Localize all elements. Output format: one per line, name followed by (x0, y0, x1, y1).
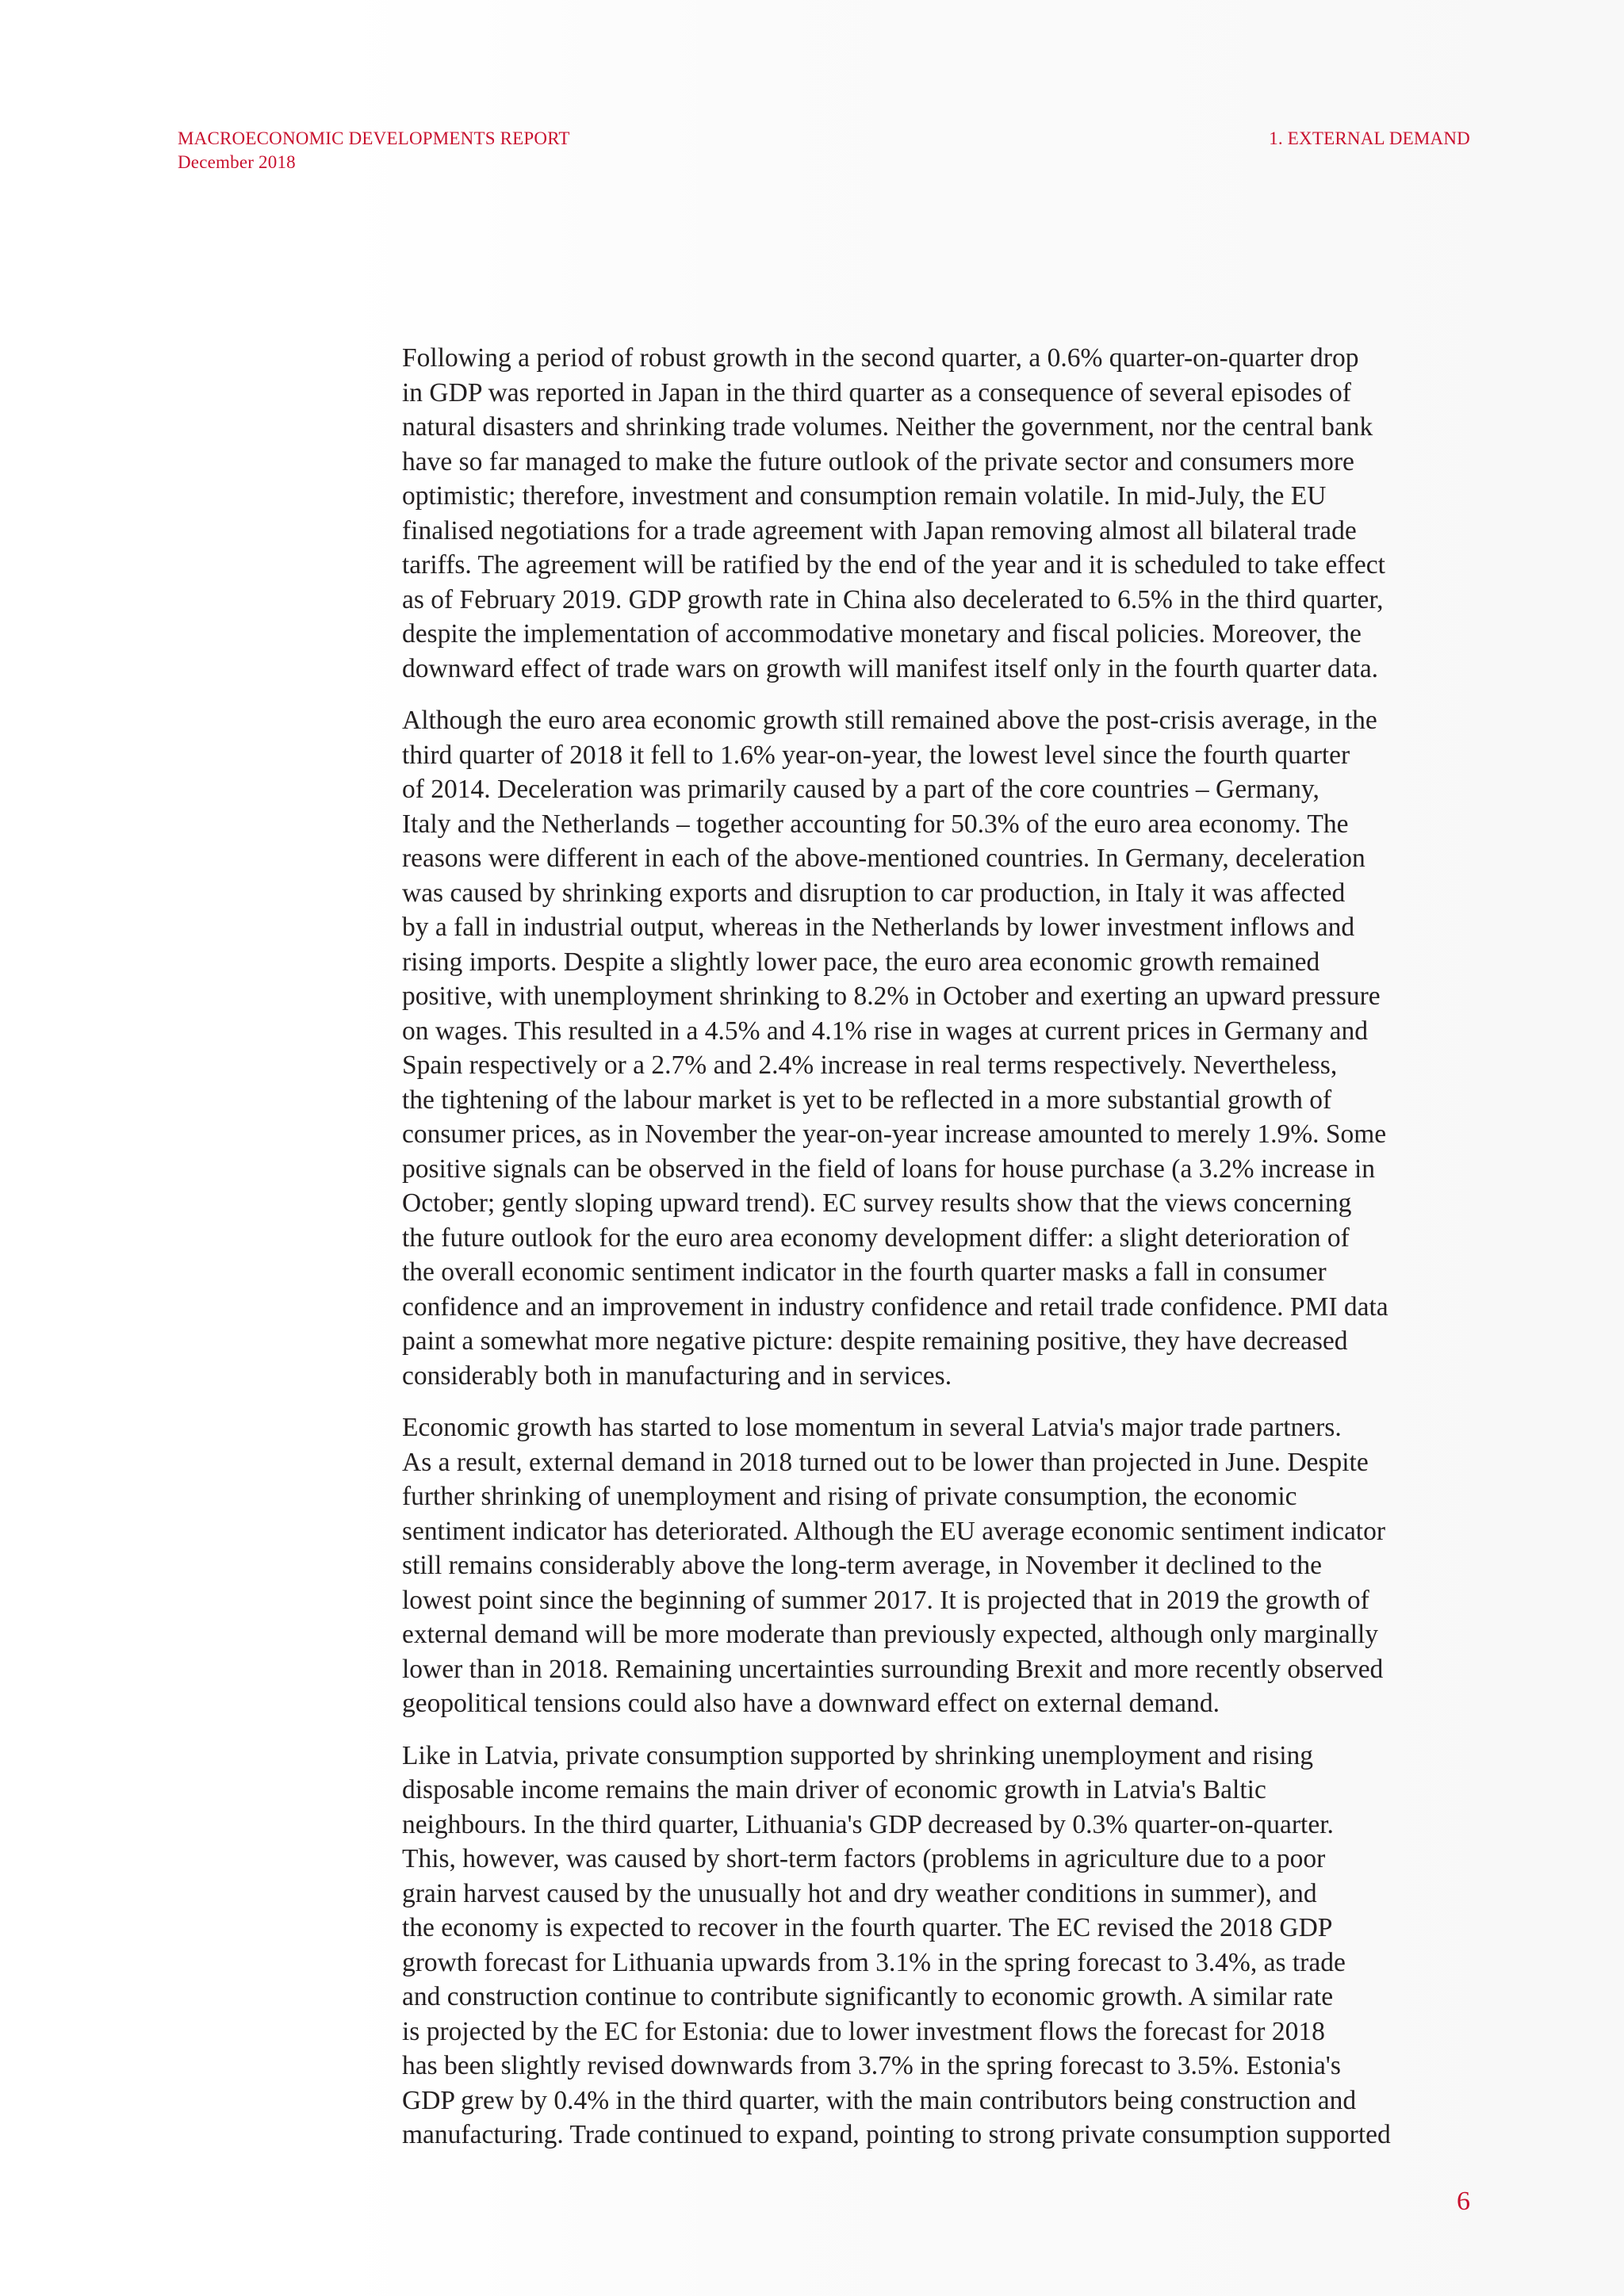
text-line: external demand will be more moderate than previously expected, although only marginally (402, 1620, 1379, 1649)
paragraph-euro-area (402, 703, 1480, 1393)
text-line: Spain respectively or a 2.7% and 2.4% increase in real terms respectively. Nevertheless, (402, 1050, 1338, 1080)
text-line: has been slightly revised downwards from 3.7% in the spring forecast to 3.5%. Estonia's (402, 2051, 1341, 2080)
report-header (178, 127, 570, 174)
text-line: and construction continue to contribute significantly to economic growth. A similar rate (402, 1982, 1334, 2011)
report-date: December 2018 (178, 152, 296, 172)
text-line: is projected by the EC for Estonia: due to lower investment flows the forecast for 2018 (402, 2016, 1325, 2046)
text-line: GDP grew by 0.4% in the third quarter, with the main contributors being construction and (402, 2085, 1357, 2115)
text-line: was caused by shrinking exports and disruption to car production, in Italy it was affected (402, 878, 1346, 908)
text-line: Following a period of robust growth in the second quarter, a 0.6% quarter-on-quarter drop (402, 343, 1359, 373)
text-line: lower than in 2018. Remaining uncertainties surrounding Brexit and more recently observed (402, 1654, 1384, 1684)
text-line: by a fall in industrial output, whereas in the Netherlands by lower investment inflows and (402, 913, 1355, 942)
report-title: MACROECONOMIC DEVELOPMENTS REPORT (178, 128, 570, 148)
text-line: positive, with unemployment shrinking to 8.2% in October and exerting an upward pressure (402, 982, 1381, 1011)
text-line: the tightening of the labour market is yet to be reflected in a more substantial growth of (402, 1085, 1332, 1115)
text-line: still remains considerably above the long-term average, in November it declined to the (402, 1551, 1323, 1580)
text-line: Like in Latvia, private consumption supported by shrinking unemployment and rising (402, 1740, 1314, 1770)
text-line: natural disasters and shrinking trade volumes. Neither the government, nor the central bank (402, 412, 1373, 442)
text-line: positive signals can be observed in the field of loans for house purchase (a 3.2% increase in (402, 1154, 1376, 1184)
text-line: confidence and an improvement in industry confidence and retail trade confidence. PMI data (402, 1292, 1388, 1322)
text-line: finalised negotiations for a trade agreement with Japan removing almost all bilateral trade (402, 515, 1357, 545)
text-line: have so far managed to make the future outlook of the private sector and consumers more (402, 446, 1354, 476)
text-line: the economy is expected to recover in the fourth quarter. The EC revised the 2018 GDP (402, 1913, 1333, 1942)
text-line: the future outlook for the euro area economy development differ: a slight deterioration of (402, 1223, 1350, 1253)
text-line: tariffs. The agreement will be ratified by the end of the year and it is scheduled to take effect (402, 550, 1385, 580)
text-line: reasons were different in each of the above-mentioned countries. In Germany, deceleration (402, 844, 1365, 873)
text-line: on wages. This resulted in a 4.5% and 4.1% rise in wages at current prices in Germany and (402, 1016, 1369, 1046)
text-line: geopolitical tensions could also have a downward effect on external demand. (402, 1689, 1220, 1718)
text-line: This, however, was caused by short-term factors (problems in agriculture due to a poor (402, 1844, 1326, 1873)
text-line: October; gently sloping upward trend). EC survey results show that the views concerning (402, 1188, 1352, 1218)
text-line: optimistic; therefore, investment and consumption remain volatile. In mid-July, the EU (402, 481, 1327, 511)
text-line: consumer prices, as in November the year-on-year increase amounted to merely 1.9%. Some (402, 1119, 1387, 1149)
text-line: as of February 2019. GDP growth rate in China also decelerated to 6.5% in the third quarter, (402, 584, 1384, 614)
text-line: further shrinking of unemployment and rising of private consumption, the economic (402, 1482, 1297, 1511)
text-line: downward effect of trade wars on growth will manifest itself only in the fourth quarter data. (402, 653, 1379, 683)
text-line: Italy and the Netherlands – together accounting for 50.3% of the euro area economy. The (402, 809, 1349, 839)
section-title: 1. EXTERNAL DEMAND (1269, 128, 1470, 148)
text-line: the overall economic sentiment indicator in the fourth quarter masks a fall in consumer (402, 1257, 1327, 1287)
text-line: rising imports. Despite a slightly lower pace, the euro area economic growth remained (402, 947, 1320, 977)
text-line: paint a somewhat more negative picture: despite remaining positive, they have decreased (402, 1326, 1348, 1356)
text-line: lowest point since the beginning of summer 2017. It is projected that in 2019 the growth of (402, 1585, 1369, 1615)
text-line: Economic growth has started to lose momentum in several Latvia's major trade partners. (402, 1413, 1342, 1442)
text-line: neighbours. In the third quarter, Lithuania's GDP decreased by 0.3% quarter-on-quarter. (402, 1809, 1334, 1839)
text-line: in GDP was reported in Japan in the third quarter as a consequence of several episodes of (402, 377, 1351, 408)
text-line: of 2014. Deceleration was primarily caused by a part of the core countries – Germany, (402, 775, 1320, 804)
paragraph-baltic-neighbours (402, 1739, 1480, 2152)
page-number: 6 (1457, 2187, 1470, 2216)
text-line: As a result, external demand in 2018 turned out to be lower than projected in June. Despite (402, 1447, 1369, 1477)
text-line: grain harvest caused by the unusually hot and dry weather conditions in summer), and (402, 1878, 1317, 1908)
text-line: third quarter of 2018 it fell to 1.6% year-on-year, the lowest level since the fourth quarter (402, 740, 1350, 770)
paragraph-external-demand (402, 1410, 1480, 1721)
text-line: considerably both in manufacturing and in services. (402, 1360, 952, 1391)
paragraph-japan-china (402, 341, 1480, 686)
report-body (402, 341, 1480, 2170)
text-line: growth forecast for Lithuania upwards from 3.1% in the spring forecast to 3.4%, as trade (402, 1947, 1346, 1977)
text-line: Although the euro area economic growth still remained above the post-crisis average, in the (402, 706, 1377, 735)
text-line: sentiment indicator has deteriorated. Although the EU average economic sentiment indicator (402, 1516, 1386, 1546)
text-line: disposable income remains the main driver of economic growth in Latvia's Baltic (402, 1775, 1266, 1804)
text-line: manufacturing. Trade continued to expand, pointing to strong private consumption supported (402, 2120, 1391, 2149)
text-line: despite the implementation of accommodative monetary and fiscal policies. Moreover, the (402, 619, 1362, 649)
